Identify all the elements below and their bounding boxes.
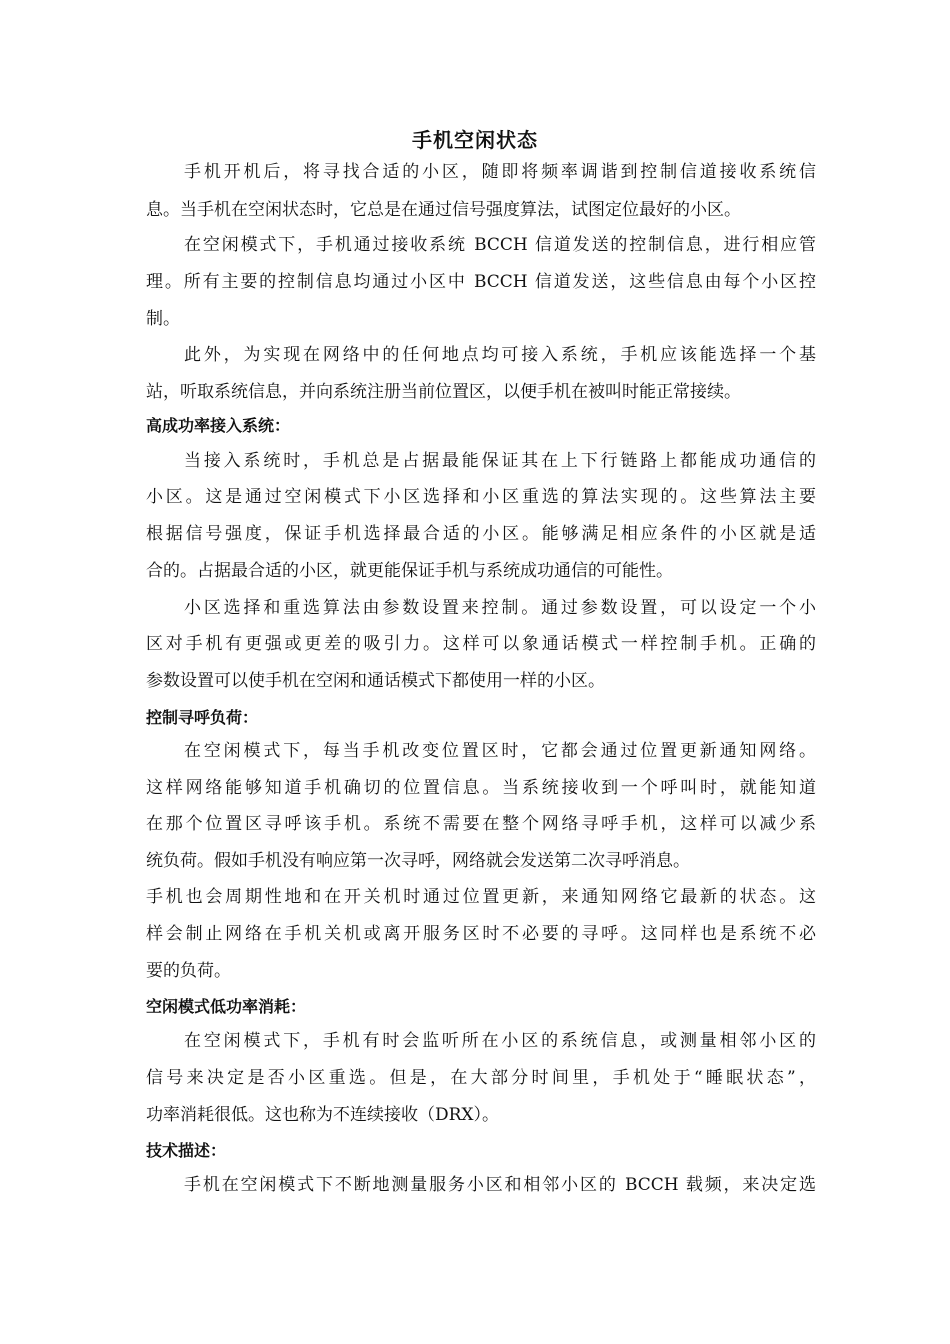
paragraph-line: 手机在空闲模式下不断地测量服务小区和相邻小区的 BCCH 载频，来决定选 — [184, 1175, 816, 1195]
paragraph-line: 理。所有主要的控制信息均通过小区中 BCCH 信道发送，这些信息由每个小区控 — [146, 272, 816, 292]
paragraph-line: 根据信号强度，保证手机选择最合适的小区。能够满足相应条件的小区就是适 — [146, 524, 816, 544]
paragraph-line: 当接入系统时，手机总是占据最能保证其在上下行链路上都能成功通信的 — [184, 451, 816, 471]
section-heading: 空闲模式低功率消耗： — [146, 997, 307, 1016]
paragraph-line: 在空闲模式下，每当手机改变位置区时，它都会通过位置更新通知网络。 — [184, 741, 816, 761]
paragraph-line: 样会制止网络在手机关机或离开服务区时不必要的寻呼。这同样也是系统不必 — [146, 924, 816, 944]
paragraph-line: 功率消耗很低。这也称为不连续接收（DRX）。 — [146, 1105, 500, 1125]
paragraph-line: 此外，为实现在网络中的任何地点均可接入系统，手机应该能选择一个基 — [184, 345, 816, 365]
paragraph-line: 小区。这是通过空闲模式下小区选择和小区重选的算法实现的。这些算法主要 — [146, 487, 816, 507]
paragraph-line: 信号来决定是否小区重选。但是，在大部分时间里，手机处于“睡眠状态”， — [146, 1068, 816, 1088]
paragraph-line: 在那个位置区寻呼该手机。系统不需要在整个网络寻呼手机，这样可以减少系 — [146, 814, 816, 834]
paragraph-line: 在空闲模式下，手机有时会监听所在小区的系统信息，或测量相邻小区的 — [184, 1031, 816, 1051]
section-heading: 技术描述： — [146, 1141, 227, 1160]
paragraph-line: 合的。占据最合适的小区，就更能保证手机与系统成功通信的可能性。 — [146, 561, 673, 581]
paragraph-line: 区对手机有更强或更差的吸引力。这样可以象通话模式一样控制手机。正确的 — [146, 634, 816, 654]
paragraph-line: 在空闲模式下，手机通过接收系统 BCCH 信道发送的控制信息，进行相应管 — [184, 235, 816, 255]
paragraph-line: 要的负荷。 — [146, 961, 231, 981]
paragraph-line: 统负荷。假如手机没有响应第一次寻呼，网络就会发送第二次寻呼消息。 — [146, 851, 690, 871]
paragraph-line: 小区选择和重选算法由参数设置来控制。通过参数设置，可以设定一个小 — [184, 598, 816, 618]
paragraph-line: 这样网络能够知道手机确切的位置信息。当系统接收到一个呼叫时，就能知道 — [146, 778, 816, 798]
section-heading: 高成功率接入系统： — [146, 416, 291, 435]
section-heading: 控制寻呼负荷： — [146, 708, 259, 727]
paragraph-line: 站，听取系统信息，并向系统注册当前位置区，以便手机在被叫时能正常接续。 — [146, 382, 741, 402]
paragraph-line: 息。当手机在空闲状态时，它总是在通过信号强度算法，试图定位最好的小区。 — [146, 200, 741, 220]
paragraph-line: 手机也会周期性地和在开关机时通过位置更新，来通知网络它最新的状态。这 — [146, 887, 816, 907]
page-title: 手机空闲状态 — [412, 128, 538, 152]
paragraph-line: 手机开机后，将寻找合适的小区，随即将频率调谐到控制信道接收系统信 — [184, 162, 816, 182]
paragraph-line: 参数设置可以使手机在空闲和通话模式下都使用一样的小区。 — [146, 671, 605, 691]
paragraph-line: 制。 — [146, 309, 180, 329]
